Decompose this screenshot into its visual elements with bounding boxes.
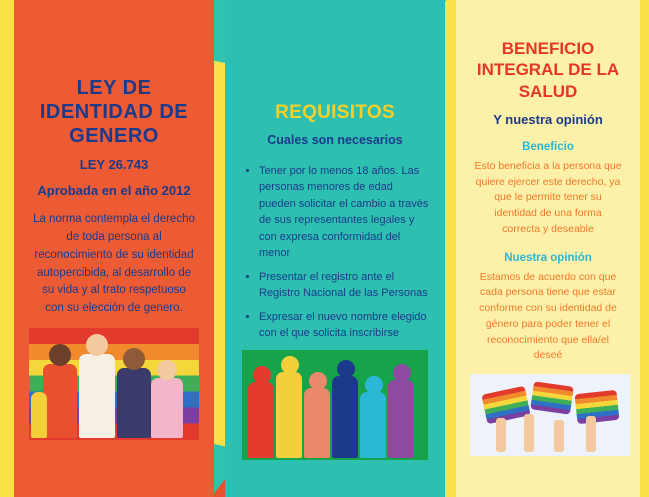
photo-rainbow-flags (470, 374, 630, 456)
beneficio-section-body: Esto beneficia a la persona que quiere ejercer este derecho, ya que le permite tener su identidad de una forma correcta y deseable (474, 159, 622, 235)
requisitos-list (245, 163, 429, 342)
list-item: • Presentar el registro ante el Registro Nacional de las Personas (259, 269, 429, 302)
law-description: La norma contempla el derecho de toda persona al reconocimiento de su identidad autopercibida, al desarrollo de su vida y al trato respetuoso con su elección de genero. (33, 213, 195, 315)
law-approval: Aprobada en el año 2012 (37, 182, 191, 198)
illustration-rainbow-people (29, 328, 199, 440)
illustration-group-people (242, 350, 428, 460)
requisitos-title: REQUISITOS (275, 102, 395, 123)
opinion-section-body: Estamos de acuerdo con que cada persona tiene que estar conforme con su identidad de género para poder tener el reconocimiento que ella/el deseé (479, 270, 617, 362)
beneficio-section-heading: Beneficio (522, 140, 574, 153)
panel-beneficio (456, 0, 640, 497)
list-item: • Expresar el nuevo nombre elegido con el que solicita inscribirse (259, 309, 429, 342)
beneficio-title: BENEFICIO INTEGRAL DE LA SALUD (476, 39, 620, 101)
page-title: LEY DE IDENTIDAD DE GENERO (39, 77, 189, 147)
panel-ley-identidad (14, 0, 214, 497)
beneficio-subtitle: Y nuestra opinión (493, 111, 603, 127)
list-item: • Tener por lo menos 18 años. Las personas menores de edad pueden solicitar el cambio a través de sus representantes legales y con expresa conformidad del menor (259, 163, 429, 262)
opinion-section-heading: Nuestra opinión (504, 251, 592, 264)
requisitos-subtitle: Cuales son necesarios (267, 133, 403, 147)
panel-requisitos (225, 0, 445, 497)
law-number: LEY 26.743 (79, 157, 149, 172)
